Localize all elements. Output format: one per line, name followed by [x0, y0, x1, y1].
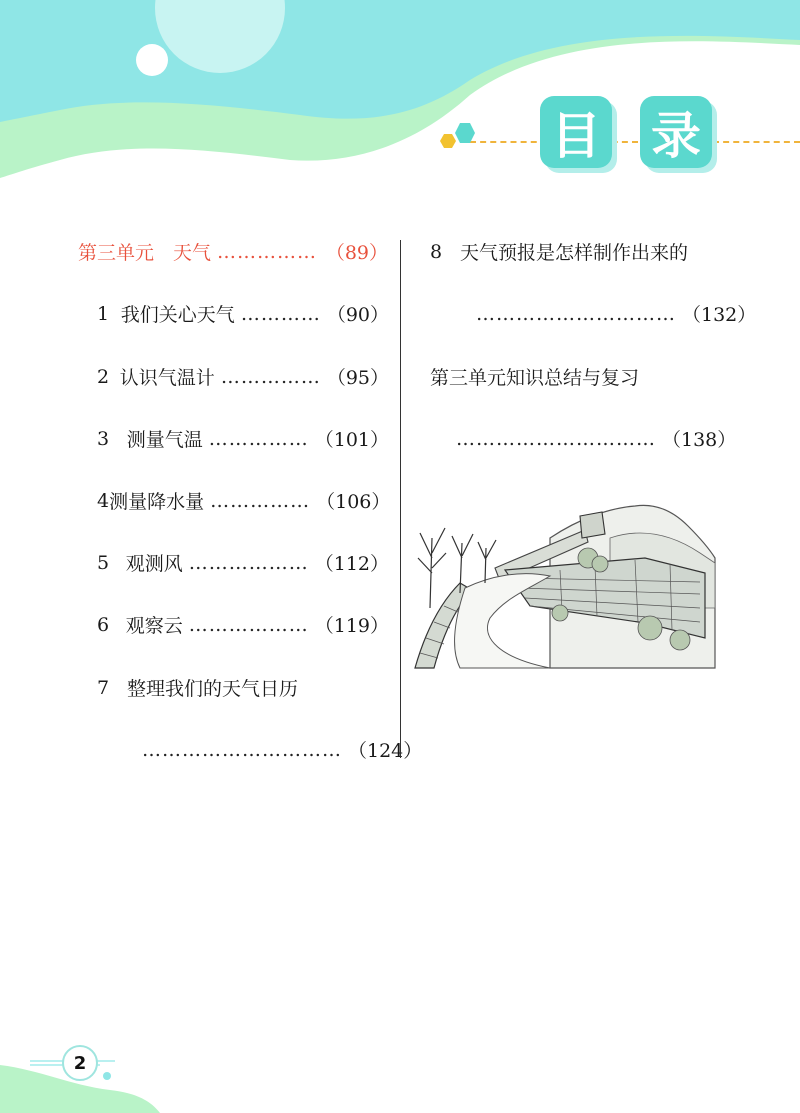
- toc-item-title: 天气预报是怎样制作出来的: [460, 242, 689, 264]
- toc-item[interactable]: [97, 300, 389, 327]
- toc-item[interactable]: [97, 363, 389, 390]
- toc-item-number: 6: [97, 613, 110, 636]
- toc-item-number: 1: [97, 302, 110, 325]
- toc-item-title: 观察云: [125, 615, 183, 637]
- toc-item-title: 整理我们的天气日历: [127, 678, 299, 700]
- toc-page-number: （95）: [326, 367, 389, 389]
- toc-page-number: （132）: [682, 304, 757, 326]
- title-dashed-line: [470, 141, 800, 143]
- toc-item-title: 第三单元知识总结与复习: [430, 367, 640, 389]
- toc-item[interactable]: [97, 549, 389, 576]
- toc-item[interactable]: [97, 425, 389, 452]
- toc-item-title: 观测风: [125, 553, 183, 575]
- toc-item-continuation[interactable]: [476, 300, 757, 327]
- toc-page-number: （138）: [662, 429, 737, 451]
- toc-leader-dots: …………………………: [456, 427, 656, 450]
- hexagon-teal-icon: [454, 122, 476, 144]
- toc-leader-dots: ………………: [188, 613, 309, 636]
- page-number-badge: [62, 1045, 98, 1081]
- toc-leader-dots: ……………: [210, 489, 311, 512]
- title-char-box: [540, 96, 612, 168]
- toc-item[interactable]: [430, 238, 750, 265]
- toc-item-number: 7: [97, 676, 110, 699]
- toc-item-number: 5: [97, 551, 110, 574]
- toc-item-title: 测量降水量: [109, 491, 205, 513]
- page-number: 2: [73, 1052, 87, 1074]
- toc-leader-dots: …………………………: [476, 302, 676, 325]
- toc-item-number: 3: [97, 427, 110, 450]
- toc-item[interactable]: [97, 674, 389, 701]
- toc-leader-dots: ………………: [188, 551, 309, 574]
- column-divider: [400, 240, 401, 758]
- title-char-box: [640, 96, 712, 168]
- toc-leader-dots: …………………………: [142, 738, 342, 761]
- toc-item[interactable]: [97, 611, 389, 638]
- toc-page-number: （124）: [348, 740, 423, 762]
- title-char: 录: [651, 107, 701, 165]
- toc-item[interactable]: [97, 487, 389, 514]
- toc-page-number: （89）: [325, 242, 388, 264]
- toc-page-number: （106）: [316, 491, 391, 513]
- toc-item-title: 测量气温: [126, 429, 203, 451]
- toc-leader-dots: …………: [240, 302, 321, 325]
- toc-leader-dots: ……………: [208, 427, 309, 450]
- toc-leader-dots: ……………: [220, 365, 321, 388]
- toc-item-continuation[interactable]: [142, 736, 423, 763]
- great-wall-illustration: [410, 498, 715, 668]
- toc-item-title: 我们关心天气: [120, 304, 235, 326]
- toc-page-number: （101）: [314, 429, 389, 451]
- toc-item-number: 8: [430, 240, 443, 263]
- toc-unit-title: 第三单元 天气: [78, 242, 212, 264]
- toc-item-number: 2: [97, 365, 110, 388]
- toc-item-continuation[interactable]: [456, 425, 737, 452]
- toc-page-number: （119）: [314, 615, 389, 637]
- toc-page-number: （112）: [314, 553, 389, 575]
- toc-item[interactable]: [430, 363, 750, 390]
- toc-item-number: 4: [97, 489, 110, 512]
- toc-item-title: 认识气温计: [119, 367, 215, 389]
- toc-unit-row[interactable]: [78, 238, 388, 265]
- toc-page-number: （90）: [326, 304, 389, 326]
- toc-leader-dots: ……………: [217, 240, 318, 263]
- title-char: 目: [551, 107, 601, 165]
